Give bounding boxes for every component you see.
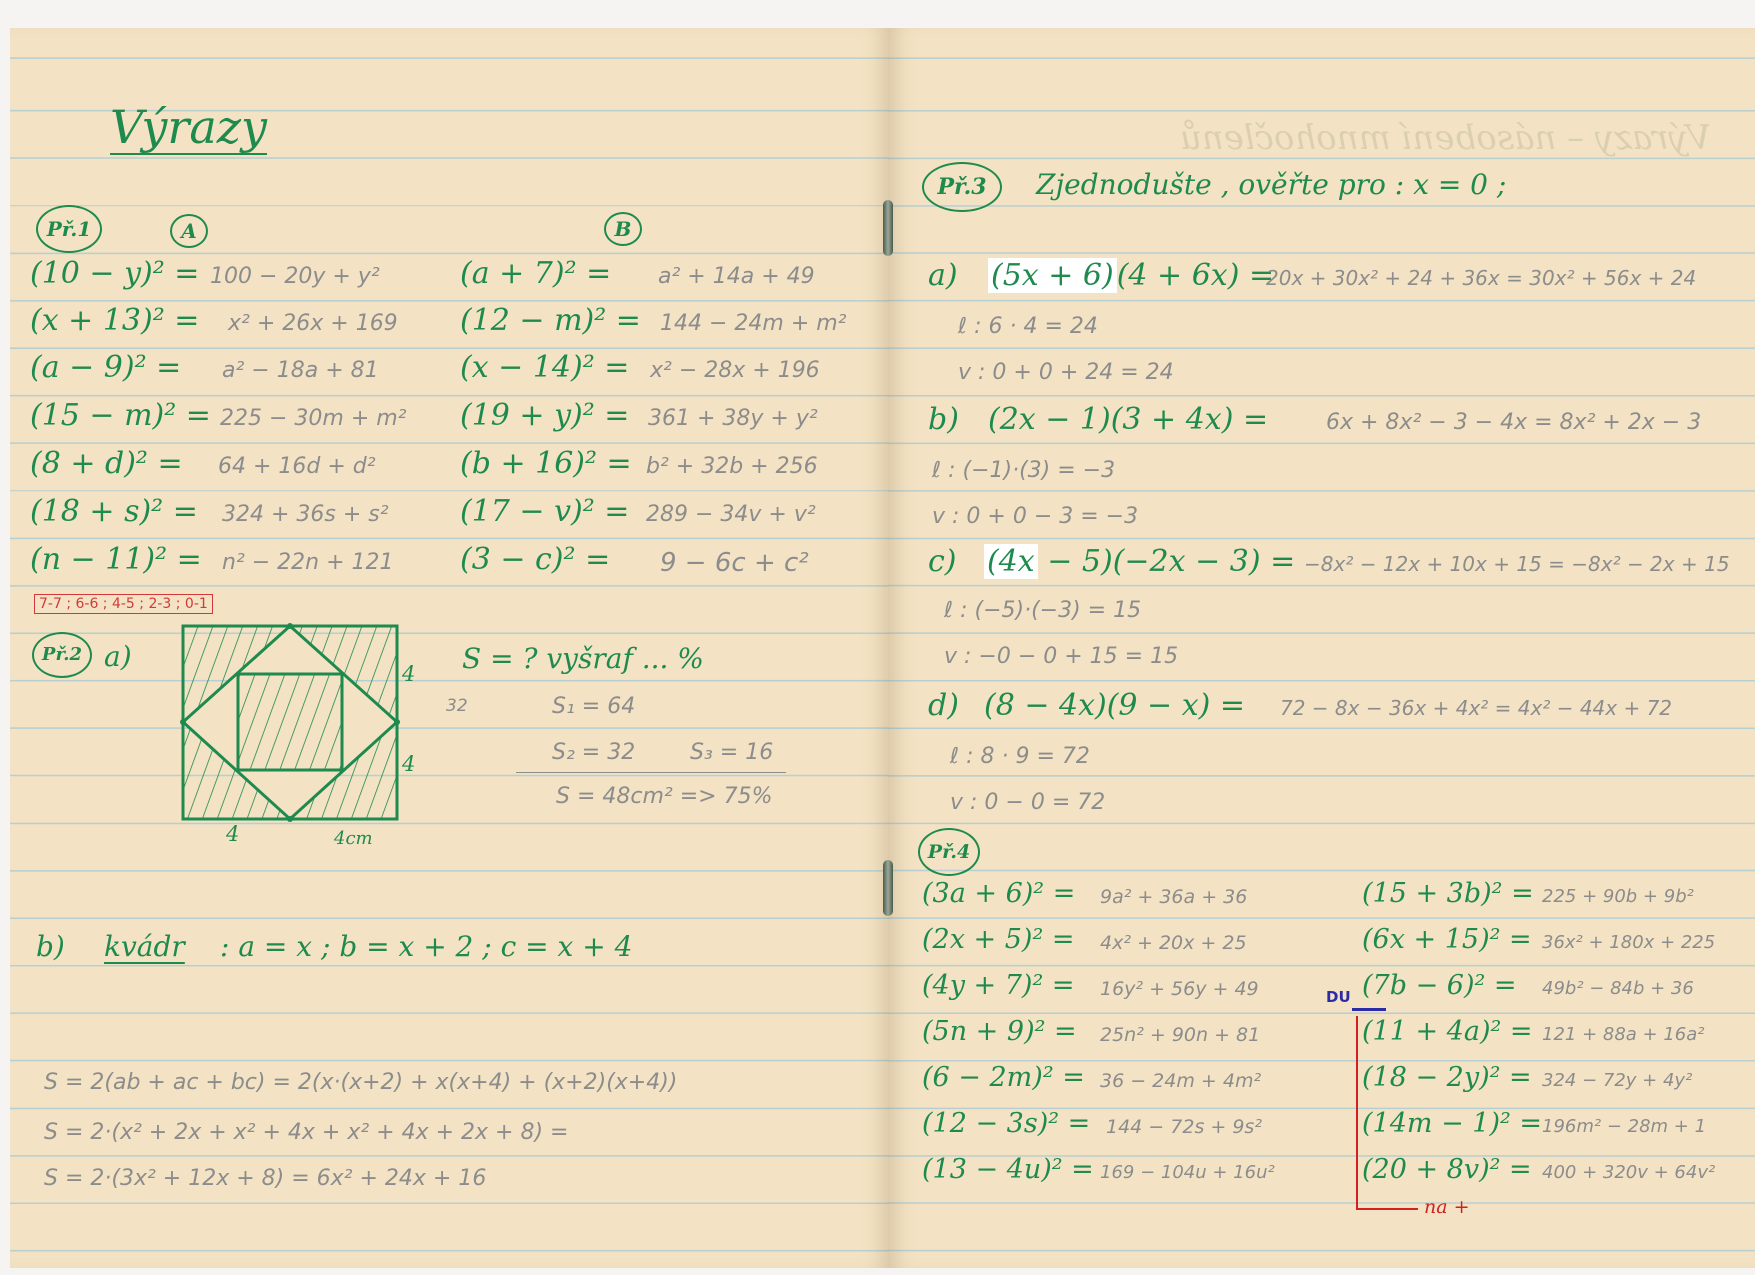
answer: 196m² − 28m + 1 — [1542, 1116, 1707, 1137]
red-bracket-vertical — [1356, 1016, 1358, 1208]
work-line: S = 2·(3x² + 12x + 8) = 6x² + 24x + 16 — [44, 1166, 487, 1191]
expr: (12 − 3s)² = — [922, 1108, 1091, 1139]
work-line: S = 2·(x² + 2x + x² + 4x + x² + 4x + 2x + 8) = — [44, 1120, 569, 1145]
answer: 36x² + 180x + 225 — [1542, 932, 1716, 953]
red-bracket-horizontal — [1356, 1208, 1418, 1210]
ex2-task: S = ? vyšraf ... % — [462, 642, 704, 675]
item-expression: (8 − 4x)(9 − x) = — [984, 688, 1246, 723]
answer: a² − 18a + 81 — [222, 358, 379, 383]
answer: 225 + 90b + 9b² — [1542, 886, 1694, 907]
ex1-badge: Př.1 — [36, 205, 102, 253]
check-right: v : 0 − 0 = 72 — [950, 790, 1106, 815]
answer: x² − 28x + 196 — [650, 358, 820, 383]
expr: (10 − y)² = — [30, 256, 200, 291]
item-answer: 6x + 8x² − 3 − 4x = 8x² + 2x − 3 — [1326, 410, 1702, 435]
check-right: v : 0 + 0 − 3 = −3 — [932, 504, 1139, 529]
expr: (6 − 2m)² = — [922, 1062, 1085, 1093]
item-answer: 72 − 8x − 36x + 4x² = 4x² − 44x + 72 — [1280, 696, 1673, 720]
expr: (5n + 9)² = — [922, 1016, 1077, 1047]
answer: b² + 32b + 256 — [646, 454, 818, 479]
expr: (14m − 1)² = — [1362, 1108, 1543, 1139]
item-answer: 20x + 30x² + 24 + 36x = 30x² + 56x + 24 — [1266, 266, 1697, 290]
ex2-part-b: b) — [36, 930, 65, 963]
expr: (8 + d)² = — [30, 446, 183, 481]
answer: 64 + 16d + d² — [218, 454, 376, 479]
answer: 9 − 6c + c² — [660, 548, 809, 578]
page-title: Výrazy — [110, 100, 267, 154]
staple-bottom — [883, 860, 893, 916]
ex4-badge: Př.4 — [918, 828, 980, 876]
answer: n² − 22n + 121 — [222, 550, 394, 575]
work-line: S = 2(ab + ac + bc) = 2(x·(x+2) + x(x+4) + (x+2)(x+4)) — [44, 1070, 678, 1095]
expr: (20 + 8v)² = — [1362, 1154, 1532, 1185]
expr: (x − 14)² = — [460, 350, 630, 385]
kvadr-definition: : a = x ; b = x + 2 ; c = x + 4 — [220, 930, 633, 963]
expr: (15 − m)² = — [30, 398, 211, 433]
item-answer: −8x² − 12x + 10x + 15 = −8x² − 2x + 15 — [1304, 552, 1730, 576]
answer: 25n² + 90n + 81 — [1100, 1024, 1261, 1046]
answer: x² + 26x + 169 — [228, 311, 398, 336]
ex3-instruction: Zjednodušte , ověřte pro : x = 0 ; — [1036, 168, 1507, 201]
expr: (3a + 6)² = — [922, 878, 1076, 909]
du-label: DU — [1326, 988, 1351, 1006]
expr: (15 + 3b)² = — [1362, 878, 1534, 909]
shaded-square-figure — [170, 620, 410, 836]
expr: (7b − 6)² = — [1362, 970, 1517, 1001]
dim-right-bottom: 4 — [402, 752, 416, 776]
expr: (a + 7)² = — [460, 256, 612, 291]
column-b-label: B — [604, 212, 642, 246]
check-left: ℓ : (−1)·(3) = −3 — [932, 458, 1116, 483]
red-note: na + — [1424, 1196, 1470, 1218]
column-a-label: A — [170, 214, 208, 248]
area-s3: S₃ = 16 — [690, 740, 774, 765]
expr: (19 + y)² = — [460, 398, 630, 433]
check-left: ℓ : (−5)·(−3) = 15 — [944, 598, 1142, 623]
area-s1: S₁ = 64 — [552, 694, 636, 719]
answer: 144 − 24m + m² — [660, 311, 847, 336]
dim-right-top: 4 — [402, 662, 416, 686]
answer: 16y² + 56y + 49 — [1100, 978, 1259, 1000]
expr: (18 + s)² = — [30, 494, 198, 529]
answer: 361 + 38y + y² — [648, 406, 818, 431]
answer: 36 − 24m + 4m² — [1100, 1070, 1262, 1092]
item-label: a) — [928, 258, 958, 293]
item-label: d) — [928, 688, 959, 723]
check-right: v : 0 + 0 + 24 = 24 — [958, 360, 1174, 385]
expr: (13 − 4u)² = — [922, 1154, 1094, 1185]
answer: 400 + 320v + 64v² — [1542, 1162, 1716, 1183]
answer: 49b² − 84b + 36 — [1542, 978, 1694, 999]
highlighted-term: (5x + 6) — [988, 258, 1117, 293]
kvadr-word: kvádr — [104, 930, 185, 963]
expr: (x + 13)² = — [30, 303, 200, 338]
item-expression: − 5)(−2x − 3) = — [1037, 544, 1296, 579]
du-underline — [1352, 1008, 1386, 1011]
ex3-badge: Př.3 — [922, 162, 1002, 212]
expr: (a − 9)² = — [30, 350, 182, 385]
bleed-through-header: Výrazy – násobení mnohočlenů — [1180, 118, 1712, 158]
answer: 324 − 72y + 4y² — [1542, 1070, 1693, 1091]
side-note: 32 — [446, 696, 468, 716]
red-note: 7-7 ; 6-6 ; 4-5 ; 2-3 ; 0-1 — [34, 594, 213, 614]
area-result: S = 48cm² => 75% — [556, 784, 773, 809]
expr: (12 − m)² = — [460, 303, 641, 338]
highlighted-term: (4x — [984, 544, 1038, 579]
expr: (3 − c)² = — [460, 542, 611, 577]
check-left: ℓ : 8 · 9 = 72 — [950, 744, 1090, 769]
answer: 100 − 20y + y² — [210, 264, 380, 289]
sum-line — [516, 772, 786, 773]
area-s2: S₂ = 32 — [552, 740, 636, 765]
answer: 289 − 34v + v² — [646, 502, 816, 527]
answer: 169 − 104u + 16u² — [1100, 1162, 1275, 1183]
dim-bottom-left: 4 — [226, 822, 240, 846]
expr: (n − 11)² = — [30, 542, 202, 577]
ex2-part-a: a) — [104, 640, 132, 673]
item-label: c) — [928, 544, 957, 579]
expr: (6x + 15)² = — [1362, 924, 1532, 955]
expr: (b + 16)² = — [460, 446, 632, 481]
item-label: b) — [928, 402, 959, 437]
answer: 121 + 88a + 16a² — [1542, 1024, 1705, 1045]
answer: 9a² + 36a + 36 — [1100, 886, 1248, 908]
expr: (2x + 5)² = — [922, 924, 1075, 955]
expr: (11 + 4a)² = — [1362, 1016, 1533, 1047]
expr: (4y + 7)² = — [922, 970, 1075, 1001]
item-expression: (4 + 6x) = — [1116, 258, 1275, 293]
staple-top — [883, 200, 893, 256]
dim-bottom-right: 4cm — [334, 828, 373, 849]
answer: 324 + 36s + s² — [222, 502, 389, 527]
answer: a² + 14a + 49 — [658, 264, 815, 289]
expr: (17 − v)² = — [460, 494, 630, 529]
answer: 4x² + 20x + 25 — [1100, 932, 1247, 954]
check-right: v : −0 − 0 + 15 = 15 — [944, 644, 1179, 669]
answer: 144 − 72s + 9s² — [1106, 1116, 1262, 1138]
answer: 225 − 30m + m² — [220, 406, 407, 431]
expr: (18 − 2y)² = — [1362, 1062, 1532, 1093]
check-left: ℓ : 6 · 4 = 24 — [958, 314, 1098, 339]
item-expression: (2x − 1)(3 + 4x) = — [988, 402, 1269, 437]
ex2-badge: Př.2 — [32, 632, 92, 678]
